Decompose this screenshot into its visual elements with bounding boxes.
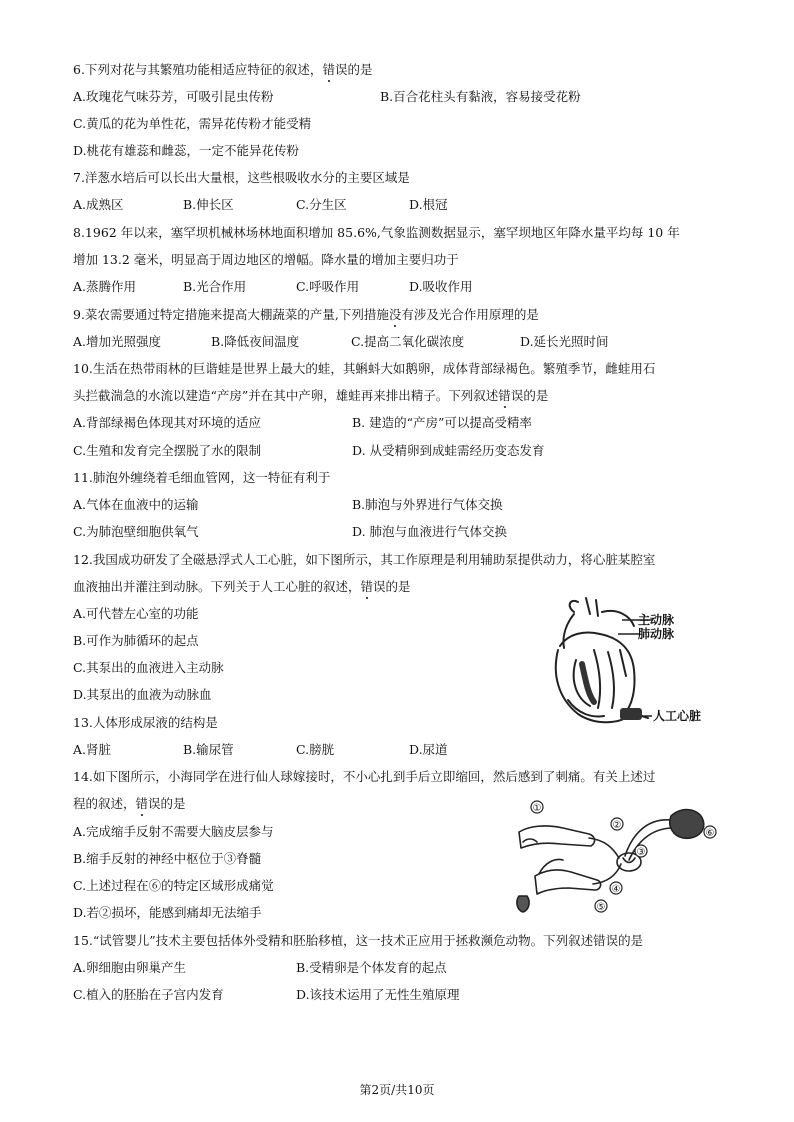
label-6: ⑥ [705,828,715,839]
label-pulmonary-artery: 肺动脉 [638,627,675,641]
emphasis-mark: 错 [498,388,511,403]
q9-option-a: A.增加光照强度 [73,334,162,349]
q7-option-a: A.成熟区 [73,197,124,212]
q11-stem: 11.肺泡外缠绕着毛细血管网，这一特征有利于 [73,470,331,485]
brain [670,810,704,839]
q10-stem-part: 误的是 [510,388,549,403]
arm-lower [535,870,601,894]
q8-option-d: D.吸收作用 [409,279,473,294]
q10-stem-line2 [73,388,548,404]
q9-stem-part: 9.菜农需要通过特定措施来提高大棚蔬菜的产量,下列措施 [73,307,389,322]
label-5: ⑤ [596,902,606,913]
q14-option-d: D.若②损坏，能感到痛却无法缩手 [73,905,262,920]
heart-outline [560,633,635,715]
aorta-branch [596,600,598,616]
q11-option-a: A.气体在血液中的运输 [73,497,199,512]
q14-option-c: C.上述过程在⑥的特定区域形成痛觉 [73,878,274,893]
q6-stem-part: 误的是 [334,62,373,77]
label-2: ② [612,820,622,831]
q10-option-b: B. 建造的“产房”可以提高受精率 [352,415,532,430]
arm-upper-detail [523,839,537,842]
q10-option-a: A.背部绿褐色体现其对环境的适应 [73,415,262,430]
q10-option-c: C.生殖和发育完全摆脱了水的限制 [73,443,262,458]
page-number: 第2页/共10页 [359,1083,435,1097]
arm-upper [519,826,595,848]
q12-option-b: B.可作为肺循环的起点 [73,633,199,648]
q10-stem-line1: 10.生活在热带雨林的巨谐蛙是世界上最大的蛙，其蝌蚪大如鹅卵，成体背部绿褐色。繁殖季节，雌蛙用石 [73,361,656,376]
q7-stem: 7.洋葱水培后可以长出大量根，这些根吸收水分的主要区域是 [73,170,410,185]
q10-option-d: D. 从受精卵到成蛙需经历变态发育 [352,443,545,458]
q14-stem-line2 [73,796,186,812]
q8-option-a: A.蒸腾作用 [73,279,137,294]
artificial-heart-figure [548,590,723,730]
q14-stem-part: 程的叙述， [73,796,136,811]
q15-option-a: A.卵细胞由卵巢产生 [73,960,187,975]
q6-option-a: A.玫瑰花气味芬芳，可吸引昆虫传粉 [73,89,274,104]
q12-option-c: C.其泵出的血液进入主动脉 [73,660,224,675]
nerve-path [625,820,671,856]
q6-stem-part: 6.下列对花与其繁殖功能相适应特征的叙述， [73,62,323,77]
q13-option-b: B.输尿管 [183,742,234,757]
ventricle-shading [582,664,594,702]
q12-stem-line2 [73,579,411,595]
label-4: ④ [611,884,621,895]
q9-stem-part: 有涉及光合作用原理的是 [401,307,539,322]
q6-stem [73,62,372,78]
label-artificial-heart: 人工心脏 [653,709,702,723]
emphasis-mark: 错 [360,579,374,594]
q13-option-c: C.膀胱 [296,742,335,757]
q6-option-c: C.黄瓜的花为单性花，需异花传粉才能受精 [73,116,312,131]
q14-stem-line1: 14.如下图所示，小海同学在进行仙人球嫁接时，不小心扎到手后立即缩回，然后感到了刺痛。有关上述过 [73,769,656,784]
ventricle-wall [608,652,614,708]
q12-stem-part: 血液抽出并灌注到动脉。下列关于人工心脏的叙述， [73,579,361,594]
heart-diagram-svg [548,590,723,730]
q13-stem: 13.人体形成尿液的结构是 [73,715,218,730]
q8-option-b: B.光合作用 [183,279,247,294]
pump-body [620,708,642,720]
q12-option-a: A.可代替左心室的功能 [73,606,199,621]
q12-option-d: D.其泵出的血液为动脉血 [73,687,212,702]
vessel [563,614,574,648]
q9-option-b: B.降低夜间温度 [211,334,300,349]
q9-option-c: C.提高二氧化碳浓度 [351,334,465,349]
q8-stem-line1: 8.1962 年以来，塞罕坝机械林场林地面积增加 85.6%,气象监测数据显示，塞罕坝地区年降水量平均每 10 年 [73,225,680,240]
emphasis-mark: 没 [388,307,402,322]
aorta-branch [586,598,590,614]
q14-option-a: A.完成缩手反射不需要大脑皮层参与 [73,824,274,839]
label-1: ① [532,803,542,814]
q15-option-d: D.该技术运用了无性生殖原理 [296,987,460,1002]
emphasis-mark: 错 [135,796,149,811]
label-aorta: 主动脉 [638,613,675,627]
q10-stem-part: 头拦截湍急的水流以建造“产房”并在其中产卵，雄蛙再来排出精子。下列叙述 [73,388,499,403]
q12-stem-part: 误的是 [373,579,411,594]
q11-option-b: B.肺泡与外界进行气体交换 [352,497,503,512]
q7-option-b: B.伸长区 [183,197,234,212]
q9-stem [73,307,539,323]
label-3: ③ [636,847,646,858]
q15-option-b: B.受精卵是个体发育的起点 [296,960,447,975]
q7-option-c: C.分生区 [296,197,347,212]
aorta-arch [602,611,634,626]
nerve-path [589,838,619,858]
q8-option-c: C.呼吸作用 [296,279,360,294]
q6-option-d: D.桃花有雄蕊和雌蕊，一定不能异花传粉 [73,143,300,158]
emphasis-mark: 错 [322,62,335,77]
cactus [517,896,529,912]
ventricle-wall [620,650,626,676]
q11-option-c: C.为肺泡壁细胞供氧气 [73,524,199,539]
q12-stem-line1: 12.我国成功研发了全磁悬浮式人工心脏，如下图所示，其工作原理是利用辅助泵提供动力，将心脏某腔室 [73,552,656,567]
reflex-arc-figure [505,798,723,916]
q11-option-d: D. 肺泡与血液进行气体交换 [352,524,508,539]
nerve-path [593,864,621,884]
q6-option-b: B.百合花柱头有黏液，容易接受花粉 [380,89,581,104]
q15-stem: 15.“试管婴儿”技术主要包括体外受精和胚胎移植，这一技术正应用于拯救濒危动物。下列叙述错误的是 [73,933,644,948]
aorta-branch [570,601,578,612]
q15-option-c: C.植入的胚胎在子宫内发育 [73,987,224,1002]
q14-option-b: B.缩手反射的神经中枢位于③脊髓 [73,851,262,866]
reflex-diagram-svg [505,798,723,916]
q14-stem-part: 误的是 [148,796,186,811]
q7-option-d: D.根冠 [409,197,448,212]
q9-option-d: D.延长光照时间 [520,334,609,349]
q13-option-a: A.肾脏 [73,742,112,757]
q13-option-d: D.尿道 [409,742,448,757]
q8-stem-line2: 增加 13.2 毫米，明显高于周边地区的增幅。降水量的增加主要归功于 [73,252,459,267]
